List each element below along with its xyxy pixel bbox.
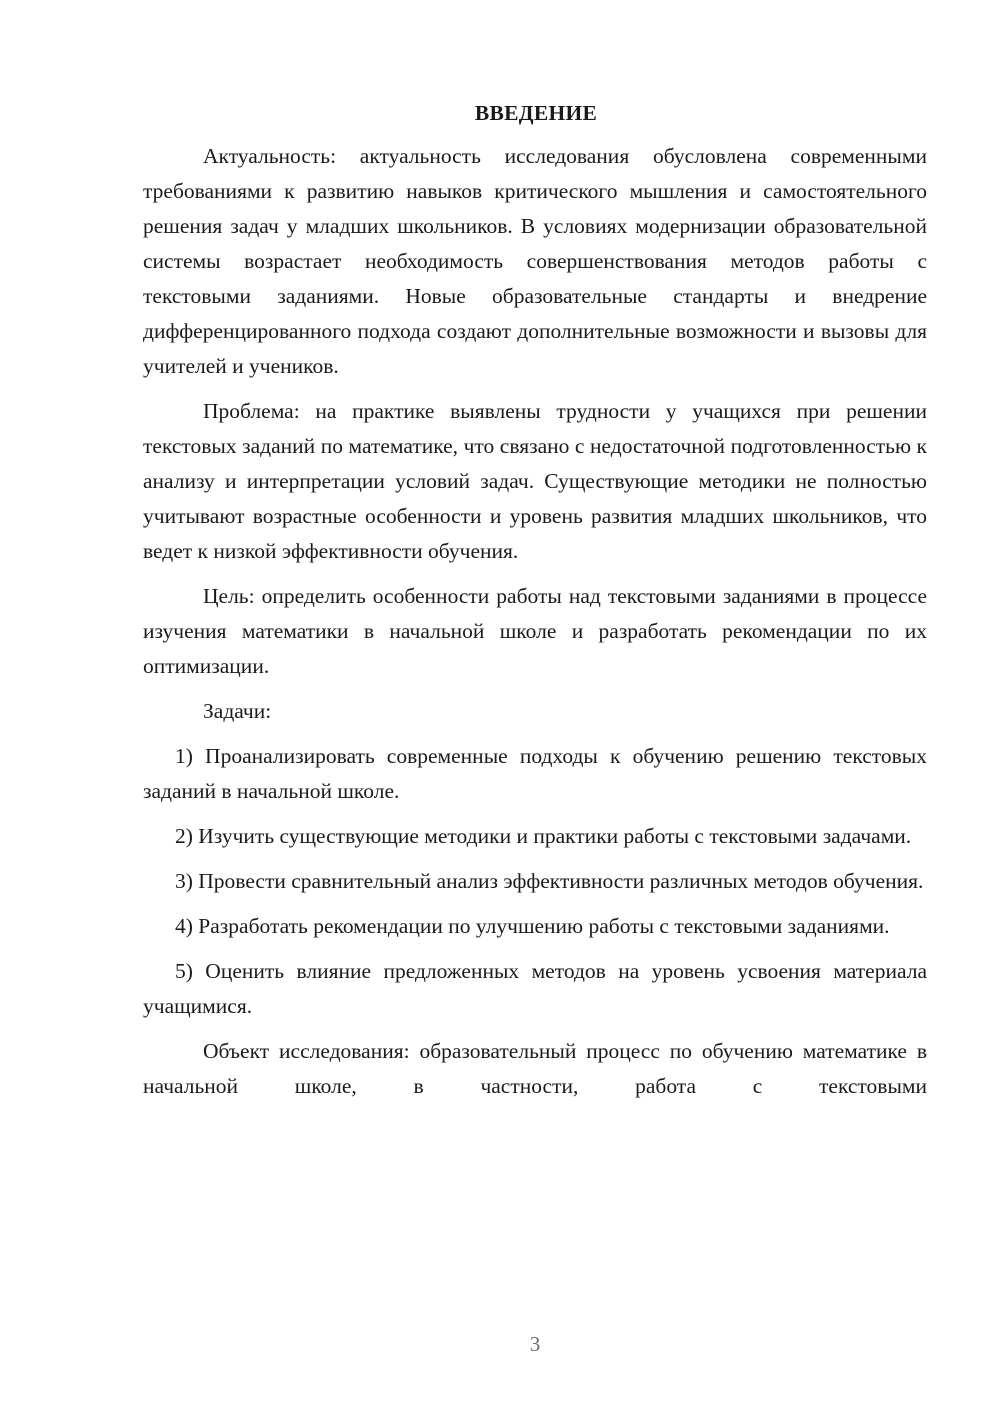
task-item-4: 4) Разработать рекомендации по улучшению работы с текстовыми заданиями. — [175, 914, 890, 938]
paragraph-object: Объект исследования: образовательный процесс по обучению математике в начальной школе, в частности, работа с текстовыми — [143, 1039, 927, 1098]
page-number: 3 — [529, 1332, 541, 1356]
tasks-heading: Задачи: — [203, 699, 272, 723]
paragraph-relevance: Актуальность: актуальность исследования обусловлена современными требованиями к развитию навыков критического мышления и самостоятельного решения задач у младших школьников. В условиях модернизации образовательной системы возрастает необходимость совершенствования методов работы с текстовыми заданиями. Новые образовательные стандарты и внедрение дифференцированного подхода создают дополнительные возможности и вызовы для учителей и учеников. — [143, 144, 927, 378]
task-item-5: 5) Оценить влияние предложенных методов на уровень усвоения материала учащимися. — [143, 959, 927, 1018]
task-item-2: 2) Изучить существующие методики и практики работы с текстовыми задачами. — [175, 824, 912, 848]
section-title: ВВЕДЕНИЕ — [474, 101, 598, 125]
task-item-1: 1) Проанализировать современные подходы к обучению решению текстовых заданий в начальной школе. — [143, 744, 927, 803]
paragraph-problem: Проблема: на практике выявлены трудности у учащихся при решении текстовых заданий по математике, что связано с недостаточной подготовленностью к анализу и интерпретации условий задач. Существующие методики не полностью учитывают возрастные особенности и уровень развития младших школьников, что ведет к низкой эффективности обучения. — [143, 399, 927, 563]
document-page — [143, 96, 927, 1114]
task-item-3: 3) Провести сравнительный анализ эффективности различных методов обучения. — [175, 869, 924, 893]
paragraph-goal: Цель: определить особенности работы над текстовыми заданиями в процессе изучения математики в начальной школе и разработать рекомендации по их оптимизации. — [143, 584, 927, 678]
